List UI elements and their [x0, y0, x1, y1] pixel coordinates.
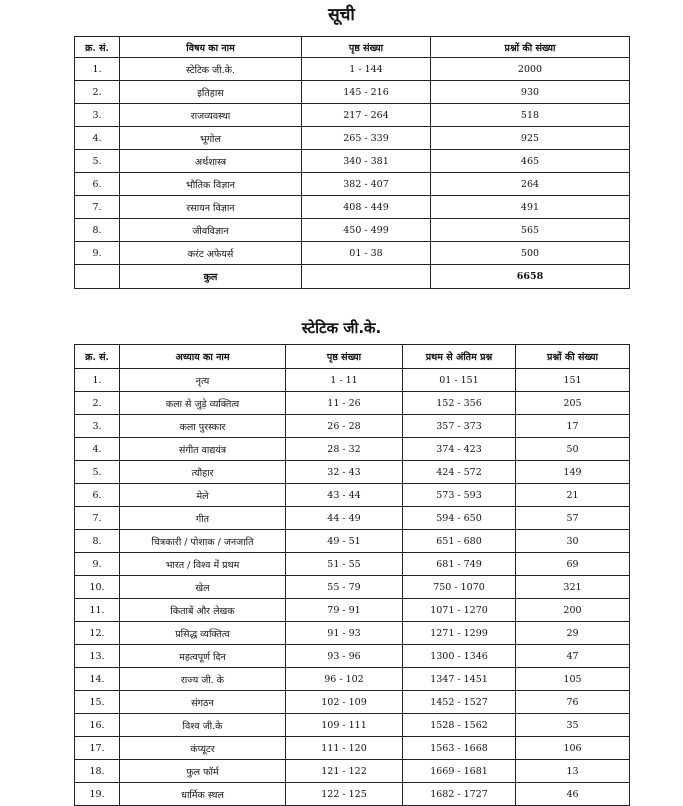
chapter-cell: महत्वपूर्ण दिन	[120, 645, 286, 668]
question-count-cell: 17	[516, 415, 630, 438]
question-range-cell: 357 - 373	[403, 415, 516, 438]
question-range-cell: 594 - 650	[403, 507, 516, 530]
question-count-cell: 76	[516, 691, 630, 714]
serial-cell: 9.	[75, 242, 120, 265]
pages-cell: 93 - 96	[286, 645, 403, 668]
pages-cell: 109 - 111	[286, 714, 403, 737]
subject-cell: भूगोल	[120, 127, 302, 150]
total-empty-cell	[302, 265, 431, 289]
chapter-cell: राज्य जी. के	[120, 668, 286, 691]
pages-cell: 51 - 55	[286, 553, 403, 576]
subject-cell: रसायन विज्ञान	[120, 196, 302, 219]
question-count-cell: 151	[516, 369, 630, 392]
chapter-cell: भारत / विश्व में प्रथम	[120, 553, 286, 576]
pages-cell: 121 - 122	[286, 760, 403, 783]
summary-total-row	[75, 265, 630, 289]
question-range-cell: 1669 - 1681	[403, 760, 516, 783]
question-range-cell: 750 - 1070	[403, 576, 516, 599]
question-count-cell: 21	[516, 484, 630, 507]
pages-cell: 450 - 499	[302, 219, 431, 242]
table-row	[75, 484, 630, 507]
chapter-cell: चित्रकारी / पोशाक / जनजाति	[120, 530, 286, 553]
header-pages: पृष्ठ संख्या	[302, 37, 431, 58]
chapter-cell: कला से जुड़े व्यक्तित्व	[120, 392, 286, 415]
serial-cell: 8.	[75, 530, 120, 553]
question-range-cell: 1563 - 1668	[403, 737, 516, 760]
subject-cell: अर्थशास्त्र	[120, 150, 302, 173]
chapter-cell: खेल	[120, 576, 286, 599]
subject-cell: राजव्यवस्था	[120, 104, 302, 127]
question-count-cell: 565	[431, 219, 630, 242]
question-range-cell: 1347 - 1451	[403, 668, 516, 691]
serial-cell: 16.	[75, 714, 120, 737]
chapter-cell: संगीत वाद्ययंत्र	[120, 438, 286, 461]
pages-cell: 217 - 264	[302, 104, 431, 127]
serial-cell: 13.	[75, 645, 120, 668]
serial-cell: 2.	[75, 392, 120, 415]
pages-cell: 44 - 49	[286, 507, 403, 530]
table-row	[75, 760, 630, 783]
question-count-cell: 264	[431, 173, 630, 196]
serial-cell: 14.	[75, 668, 120, 691]
question-range-cell: 374 - 423	[403, 438, 516, 461]
pages-cell: 55 - 79	[286, 576, 403, 599]
serial-cell: 4.	[75, 438, 120, 461]
pages-cell: 01 - 38	[302, 242, 431, 265]
chapter-cell: किताबें और लेखक	[120, 599, 286, 622]
table-row	[75, 553, 630, 576]
serial-cell: 18.	[75, 760, 120, 783]
question-count-cell: 50	[516, 438, 630, 461]
chapter-cell: कला पुरस्कार	[120, 415, 286, 438]
table-row	[75, 691, 630, 714]
table-row	[75, 599, 630, 622]
question-count-cell: 2000	[431, 58, 630, 81]
pages-cell: 28 - 32	[286, 438, 403, 461]
question-range-cell: 1071 - 1270	[403, 599, 516, 622]
pages-cell: 1 - 11	[286, 369, 403, 392]
question-range-cell: 01 - 151	[403, 369, 516, 392]
serial-cell: 12.	[75, 622, 120, 645]
question-count-cell: 518	[431, 104, 630, 127]
table-row	[75, 507, 630, 530]
question-range-cell: 1271 - 1299	[403, 622, 516, 645]
table-row	[75, 369, 630, 392]
table-row	[75, 668, 630, 691]
serial-cell: 4.	[75, 127, 120, 150]
total-empty-cell	[75, 265, 120, 289]
header-subject: विषय का नाम	[120, 37, 302, 58]
table-row	[75, 219, 630, 242]
question-range-cell: 1528 - 1562	[403, 714, 516, 737]
question-range-cell: 1452 - 1527	[403, 691, 516, 714]
header-question-range: प्रथम से अंतिम प्रश्न	[403, 345, 516, 369]
header-serial: क्र. सं.	[75, 345, 120, 369]
chapter-cell: फुल फॉर्म	[120, 760, 286, 783]
serial-cell: 5.	[75, 461, 120, 484]
question-count-cell: 149	[516, 461, 630, 484]
serial-cell: 1.	[75, 369, 120, 392]
question-range-cell: 1300 - 1346	[403, 645, 516, 668]
serial-cell: 1.	[75, 58, 120, 81]
pages-cell: 49 - 51	[286, 530, 403, 553]
pages-cell: 79 - 91	[286, 599, 403, 622]
table-row	[75, 783, 630, 806]
chapter-cell: प्रसिद्ध व्यक्तित्व	[120, 622, 286, 645]
table-row	[75, 104, 630, 127]
subject-cell: स्टेटिक जी.के.	[120, 58, 302, 81]
question-count-cell: 930	[431, 81, 630, 104]
static-gk-table	[74, 344, 630, 806]
header-question-count: प्रश्नों की संख्या	[516, 345, 630, 369]
table-row	[75, 242, 630, 265]
question-count-cell: 30	[516, 530, 630, 553]
question-count-cell: 69	[516, 553, 630, 576]
chapter-cell: कंप्यूटर	[120, 737, 286, 760]
chapter-cell: त्यौहार	[120, 461, 286, 484]
question-count-cell: 47	[516, 645, 630, 668]
header-chapter: अध्याय का नाम	[120, 345, 286, 369]
table-row	[75, 196, 630, 219]
serial-cell: 3.	[75, 104, 120, 127]
question-count-cell: 465	[431, 150, 630, 173]
question-count-cell: 13	[516, 760, 630, 783]
static-gk-title: स्टेटिक जी.के.	[301, 319, 382, 337]
header-question-count: प्रश्नों की संख्या	[431, 37, 630, 58]
serial-cell: 6.	[75, 484, 120, 507]
question-count-cell: 46	[516, 783, 630, 806]
pages-cell: 340 - 381	[302, 150, 431, 173]
question-range-cell: 651 - 680	[403, 530, 516, 553]
pages-cell: 91 - 93	[286, 622, 403, 645]
total-label: कुल	[120, 265, 302, 289]
question-count-cell: 925	[431, 127, 630, 150]
question-range-cell: 152 - 356	[403, 392, 516, 415]
table-row	[75, 645, 630, 668]
pages-cell: 43 - 44	[286, 484, 403, 507]
serial-cell: 8.	[75, 219, 120, 242]
static-gk-header-row	[75, 345, 630, 369]
serial-cell: 11.	[75, 599, 120, 622]
table-row	[75, 737, 630, 760]
question-range-cell: 424 - 572	[403, 461, 516, 484]
serial-cell: 7.	[75, 196, 120, 219]
chapter-cell: नृत्य	[120, 369, 286, 392]
table-row	[75, 576, 630, 599]
chapter-cell: धार्मिक स्थल	[120, 783, 286, 806]
question-range-cell: 681 - 749	[403, 553, 516, 576]
subject-cell: जीवविज्ञान	[120, 219, 302, 242]
pages-cell: 265 - 339	[302, 127, 431, 150]
table-row	[75, 622, 630, 645]
header-pages: पृष्ठ संख्या	[286, 345, 403, 369]
subject-cell: करंट अफेयर्स	[120, 242, 302, 265]
chapter-cell: मेले	[120, 484, 286, 507]
question-count-cell: 491	[431, 196, 630, 219]
question-count-cell: 57	[516, 507, 630, 530]
pages-cell: 96 - 102	[286, 668, 403, 691]
question-count-cell: 500	[431, 242, 630, 265]
header-serial: क्र. सं.	[75, 37, 120, 58]
serial-cell: 6.	[75, 173, 120, 196]
serial-cell: 10.	[75, 576, 120, 599]
serial-cell: 15.	[75, 691, 120, 714]
table-row	[75, 150, 630, 173]
summary-table	[74, 36, 630, 289]
pages-cell: 26 - 28	[286, 415, 403, 438]
table-row	[75, 127, 630, 150]
table-row	[75, 530, 630, 553]
question-count-cell: 205	[516, 392, 630, 415]
serial-cell: 3.	[75, 415, 120, 438]
serial-cell: 2.	[75, 81, 120, 104]
question-count-cell: 321	[516, 576, 630, 599]
table-row	[75, 173, 630, 196]
chapter-cell: गीत	[120, 507, 286, 530]
subject-cell: भौतिक विज्ञान	[120, 173, 302, 196]
table-row	[75, 438, 630, 461]
pages-cell: 102 - 109	[286, 691, 403, 714]
pages-cell: 11 - 26	[286, 392, 403, 415]
table-row	[75, 415, 630, 438]
summary-title: सूची	[328, 5, 355, 25]
pages-cell: 1 - 144	[302, 58, 431, 81]
question-count-cell: 29	[516, 622, 630, 645]
serial-cell: 19.	[75, 783, 120, 806]
pages-cell: 122 - 125	[286, 783, 403, 806]
table-row	[75, 81, 630, 104]
question-count-cell: 106	[516, 737, 630, 760]
table-row	[75, 392, 630, 415]
chapter-cell: संगठन	[120, 691, 286, 714]
pages-cell: 408 - 449	[302, 196, 431, 219]
question-range-cell: 573 - 593	[403, 484, 516, 507]
pages-cell: 32 - 43	[286, 461, 403, 484]
question-count-cell: 105	[516, 668, 630, 691]
chapter-cell: विश्व जी.के	[120, 714, 286, 737]
pages-cell: 382 - 407	[302, 173, 431, 196]
serial-cell: 17.	[75, 737, 120, 760]
question-range-cell: 1682 - 1727	[403, 783, 516, 806]
pages-cell: 111 - 120	[286, 737, 403, 760]
table-row	[75, 58, 630, 81]
serial-cell: 9.	[75, 553, 120, 576]
serial-cell: 7.	[75, 507, 120, 530]
table-row	[75, 714, 630, 737]
summary-header-row	[75, 37, 630, 58]
question-count-cell: 200	[516, 599, 630, 622]
question-count-cell: 35	[516, 714, 630, 737]
subject-cell: इतिहास	[120, 81, 302, 104]
serial-cell: 5.	[75, 150, 120, 173]
pages-cell: 145 - 216	[302, 81, 431, 104]
total-value: 6658	[431, 265, 630, 289]
table-row	[75, 461, 630, 484]
